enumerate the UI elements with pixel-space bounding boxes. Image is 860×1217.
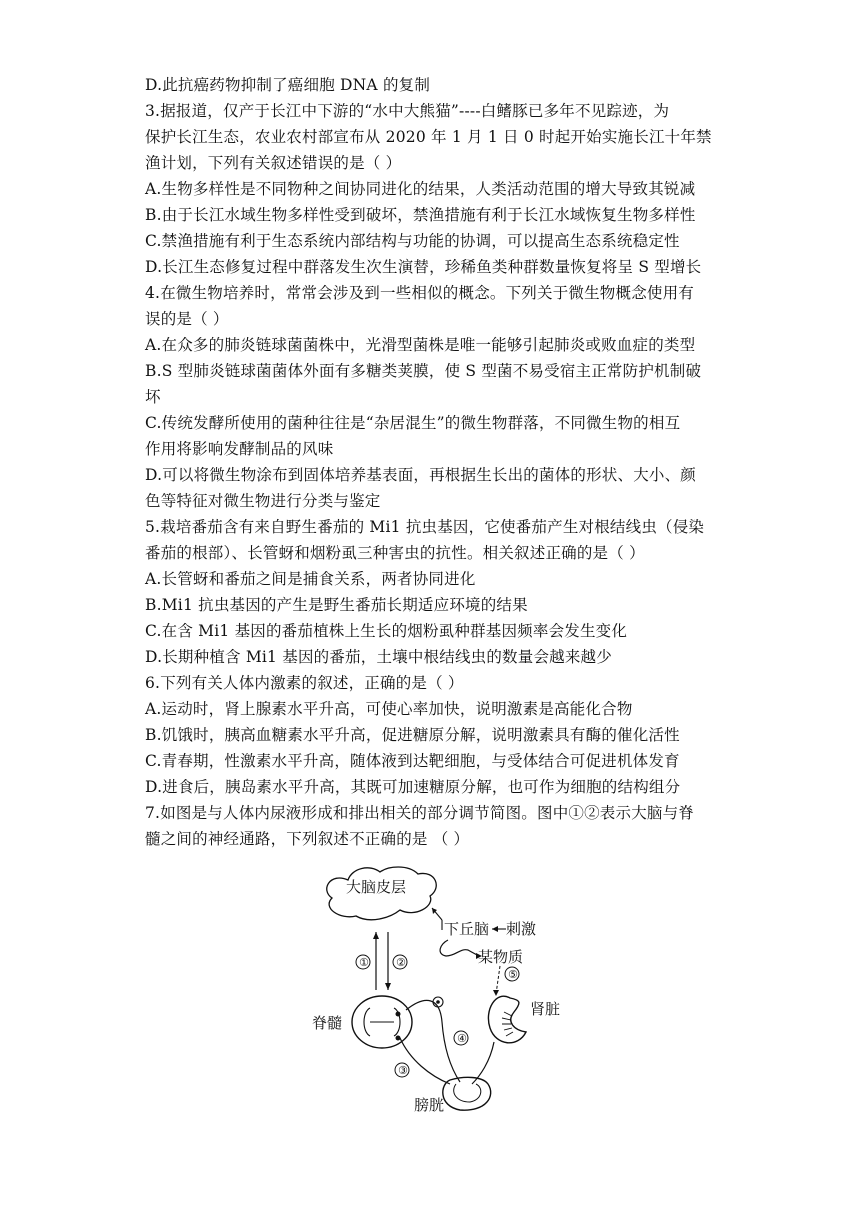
option-a: A.在众多的肺炎链球菌菌株中，光滑型菌株是唯一能够引起肺炎或败血症的类型	[145, 336, 696, 354]
diagram-svg	[300, 862, 561, 1117]
pathway-3-label: ③	[398, 1064, 408, 1077]
question-3-stem: 3.据报道，仅产于长江中下游的“水中大熊猫”----白鳍豚已多年不见踪迹，为	[145, 102, 670, 120]
question-7-stem: 7.如图是与人体内尿液形成和排出相关的部分调节简图。图中①②表示大脑与脊	[145, 804, 694, 822]
option-d: D.长江生态修复过程中群落发生次生演替，珍稀鱼类种群数量恢复将呈 S 型增长	[145, 258, 702, 276]
question-5-stem: 5.栽培番茄含有来自野生番茄的 Mi1 抗虫基因，它使番茄产生对根结线虫（侵染	[145, 518, 705, 536]
pathway-1-label: ①	[359, 956, 369, 969]
hypothalamus-label: 下丘脑	[444, 920, 490, 938]
option-d: D.长期种植含 Mi1 基因的番茄，土壤中根结线虫的数量会越来越少	[145, 648, 612, 666]
option-b: B.S 型肺炎链球菌菌体外面有多糖类荚膜，使 S 型菌不易受宿主正常防护机制破	[145, 362, 702, 380]
option-b: B.由于长江水域生物多样性受到破坏，禁渔措施有利于长江水域恢复生物多样性	[145, 206, 696, 224]
text-line: 坏	[145, 388, 161, 406]
option-b: B.Mi1 抗虫基因的产生是野生番茄长期适应环境的结果	[145, 596, 528, 614]
pathway-4-label: ④	[457, 1032, 467, 1045]
option-b: B.饥饿时，胰高血糖素水平升高，促进糖原分解，说明激素具有酶的催化活性	[145, 726, 680, 744]
option-a: A.生物多样性是不同物种之间协同进化的结果，人类活动范围的增大导致其锐减	[145, 180, 696, 198]
question-4-stem: 4.在微生物培养时，常常会涉及到一些相似的概念。下列关于微生物概念使用有	[145, 284, 694, 302]
option-d: D.进食后，胰岛素水平升高，其既可加速糖原分解，也可作为细胞的结构组分	[145, 778, 681, 796]
cortex-label: 大脑皮层	[346, 878, 407, 896]
text-line: 渔计划，下列有关叙述错误的是（ ）	[145, 154, 402, 172]
option-a: A.长管蚜和番茄之间是捕食关系，两者协同进化	[145, 570, 476, 588]
text-line: 误的是（ ）	[145, 310, 229, 328]
question-6-stem: 6.下列有关人体内激素的叙述，正确的是（ ）	[145, 674, 464, 692]
urine-regulation-diagram	[300, 862, 561, 1117]
text-line: D.此抗癌药物抑制了癌细胞 DNA 的复制	[145, 76, 431, 94]
option-c: C.青春期，性激素水平升高，随体液到达靶细胞，与受体结合可促进机体发育	[145, 752, 680, 770]
text-line: 番茄的根部）、长管蚜和烟粉虱三种害虫的抗性。相关叙述正确的是（ ）	[145, 544, 645, 562]
pathway-5-label: ⑤	[508, 968, 518, 981]
bladder-label: 膀胱	[414, 1096, 445, 1114]
pathway-2-label: ②	[396, 956, 406, 969]
text-line: 髓之间的神经通路，下列叙述不正确的是 （ ）	[145, 830, 470, 848]
text-line: 保护长江生态，农业农村部宣布从 2020 年 1 月 1 日 0 时起开始实施长江十年禁	[145, 128, 712, 146]
stimulus-label: 刺激	[506, 920, 537, 938]
text-line: 色等特征对微生物进行分类与鉴定	[145, 492, 381, 510]
spinal-label: 脊髓	[312, 1014, 343, 1032]
option-c: C.传统发酵所使用的菌种往往是“杂居混生”的微生物群落，不同微生物的相互	[145, 414, 681, 432]
substance-label: 某物质	[478, 948, 524, 966]
option-c: C.禁渔措施有利于生态系统内部结构与功能的协调，可以提高生态系统稳定性	[145, 232, 680, 250]
bladder-shape	[443, 1077, 491, 1110]
option-d: D.可以将微生物涂布到固体培养基表面，再根据生长出的菌体的形状、大小、颜	[145, 466, 697, 484]
text-line: 作用将影响发酵制品的风味	[145, 440, 334, 458]
kidney-label: 肾脏	[530, 1000, 561, 1018]
option-c: C.在含 Mi1 基因的番茄植株上生长的烟粉虱种群基因频率会发生变化	[145, 622, 628, 640]
option-a: A.运动时，肾上腺素水平升高，可使心率加快，说明激素是高能化合物	[145, 700, 633, 718]
